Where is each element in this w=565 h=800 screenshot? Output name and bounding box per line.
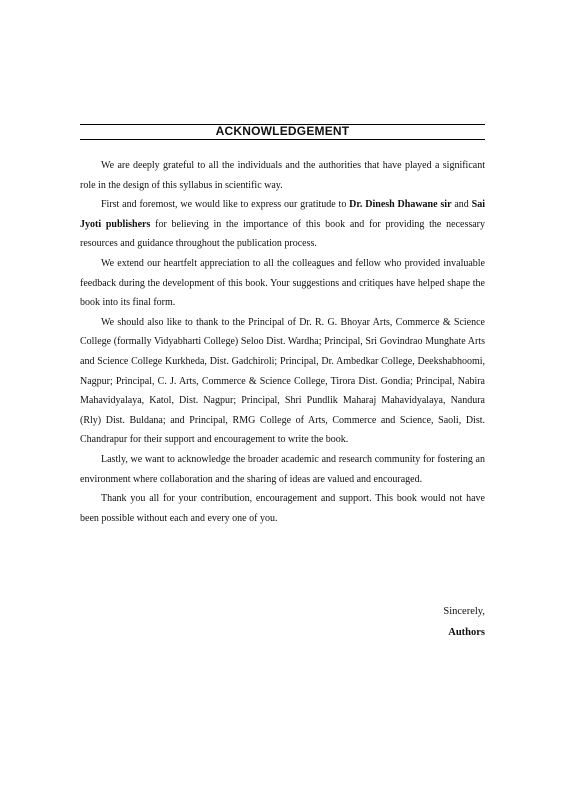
paragraph-text: First and foremost, we would like to express our gratitude to — [101, 199, 350, 211]
paragraph-thank-you: Thank you all for your contribution, encouragement and support. This book would not have been possible without each and every one of you. — [80, 493, 485, 524]
page-title: ACKNOWLEDGEMENT — [215, 124, 350, 138]
paragraph-principals: We should also like to thank to the Principal of Dr. R. G. Bhoyar Arts, Commerce & Science College (formally Vidyabharti College) Seloo Dist. Wardha; Principal, Sri Govindrao Munghate Arts and Science College Kurkheda, Dist. Gadchiroli; Principal, Dr. Ambedkar College, Deekshabhoomi, Nagpur; Principal, C. J. Arts, Commerce & Science College, Tirora Dist. Gondia; Principal, Nabira Mahavidyalaya, Katol, Dist. Nagpur; Principal, Shri Pundlik Maharaj Mahavidyalaya, Nandura (Rly) Dist. Buldana; and Principal, RMG College of Arts, Commerce and Science, Saoli, Dist. Chandrapur for their support and encouragement to write the book. — [80, 316, 485, 446]
paragraph-text: for believing in the importance of this book and for providing the necessary resources and guidance throughout the publication process. — [80, 218, 485, 250]
name-dinesh-dhawane: Dr. Dinesh Dhawane sir — [349, 199, 452, 211]
paragraph-publisher-thanks — [80, 195, 485, 254]
paragraph-academic-community: Lastly, we want to acknowledge the broader academic and research community for fostering an environment where collaboration and the sharing of ideas are valued and encouraged. — [80, 453, 485, 485]
closing: Sincerely, — [443, 606, 485, 617]
paragraph-gratitude: We are deeply grateful to all the individuals and the authorities that have played a significant role in the design of this syllabus in scientific way. — [80, 160, 485, 191]
name-sai-jyoti-publishers: Sai Jyoti publishers — [80, 199, 485, 230]
signoff — [300, 601, 485, 643]
acknowledgement-body — [80, 156, 485, 528]
heading-bottom-rule — [80, 139, 485, 140]
signature: Authors — [448, 627, 485, 638]
paragraph-text: and — [451, 199, 472, 211]
paragraph-colleagues: We extend our heartfelt appreciation to all the colleagues and fellow who provided invaluable feedback during the development of this book. Your suggestions and critiques have helped shape the book into its final form. — [80, 257, 485, 309]
